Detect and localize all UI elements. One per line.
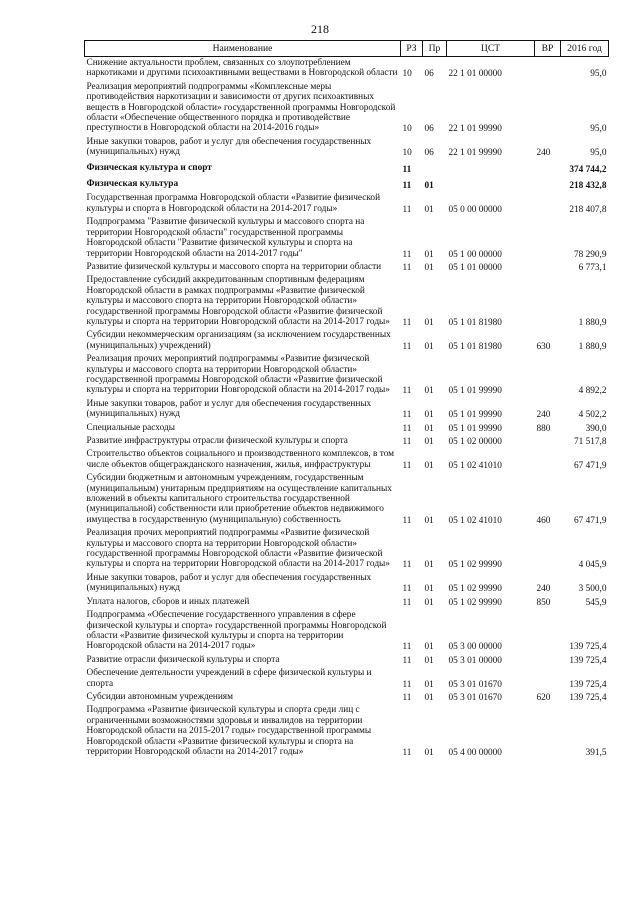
row-rz: 11 [402,460,412,471]
table-row [85,329,609,353]
row-cst: 05 3 00 00000 [448,642,502,653]
row-cst: 05 1 00 00000 [448,249,502,260]
row-name: Реализация прочих мероприятий подпрограммы «Развитие физической культуры и массового спорта на территории Новгородской области» государственной программы Новгородской области «Развитие физической культуры и спорта на территории Новгородской области на 2014-2017 годы» [86,354,390,396]
table-row [85,572,609,596]
table-row [85,654,609,667]
row-pr: 01 [424,341,434,352]
row-pr: 01 [424,181,434,192]
row-cst: 05 0 00 00000 [448,204,502,215]
row-amount: 374 744,2 [569,164,607,175]
row-amount: 6 773,1 [578,262,607,273]
table-row [85,192,609,216]
row-name: Подпрограмма "Развитие физической культуры и массового спорта на территории Новгородской области" государственной программы Новгородской области "Развитие физической культуры и спорта на территории Новгородской области на 2014-2017 годы" [86,217,365,259]
row-cst: 22 1 01 00000 [448,69,502,80]
row-rz: 11 [402,515,412,526]
row-amount: 67 471,9 [573,460,607,471]
row-pr: 01 [424,597,434,608]
row-pr: 01 [424,423,434,434]
row-cst: 05 1 02 99990 [448,560,502,571]
header-rz: РЗ [401,41,423,57]
row-rz: 11 [402,164,412,175]
row-name: Субсидии бюджетным и автономным учреждениям, государственным (муниципальным) унитарным предприятиям на осуществление капитальных вложений в объекты капитального строительства государственной (муниципальной) собственности или приобретение объектов недвижимого имущества в государственную (муниципальную) собственность [86,473,392,525]
row-rz: 11 [402,747,412,758]
row-rz: 11 [402,655,412,666]
row-amount: 4 045,9 [578,560,607,571]
row-rz: 11 [402,642,412,653]
row-cst: 22 1 01 99990 [448,124,502,135]
row-amount: 1 880,9 [578,341,607,352]
row-name: Реализация прочих мероприятий подпрограммы «Развитие физической культуры и массового спорта на территории Новгородской области» государственной программы Новгородской области «Развитие физической культуры и спорта на территории Новгородской области на 2014-2017 годы» [86,528,390,570]
row-rz: 11 [402,341,412,352]
table-row [85,160,609,176]
table-row [85,667,609,691]
row-pr: 01 [424,584,434,595]
row-cst: 05 1 01 81980 [448,341,502,352]
row-amount: 4 502,2 [578,410,607,421]
row-vr [535,216,561,261]
row-rz: 10 [402,124,412,135]
row-cst: 22 1 01 99990 [448,148,502,159]
row-amount: 95,0 [590,69,607,80]
table-row [85,435,609,448]
row-cst: 05 3 01 01670 [448,692,502,703]
row-vr [535,81,561,136]
table-row [85,691,609,704]
row-vr [535,160,561,176]
row-amount: 218 432,8 [569,181,607,192]
table-row [85,472,609,527]
row-rz: 11 [402,249,412,260]
header-name: Наименование [85,41,401,57]
row-vr: 850 [536,597,551,608]
row-cst: 05 1 02 41010 [448,515,502,526]
row-pr: 01 [424,692,434,703]
row-pr: 01 [424,317,434,328]
row-pr: 01 [424,410,434,421]
row-amount: 139 725,4 [569,679,607,690]
header-pr: Пр [423,41,447,57]
row-amount: 139 725,4 [569,692,607,703]
row-amount: 95,0 [590,124,607,135]
row-amount: 4 892,2 [578,386,607,397]
row-name: Физическая культура и спорт [86,162,212,173]
row-vr [535,704,561,759]
row-amount: 391,5 [585,747,607,758]
row-cst: 05 3 01 01670 [448,679,502,690]
row-amount: 95,0 [590,148,607,159]
table-row [85,398,609,422]
row-pr: 01 [424,386,434,397]
row-rz: 11 [402,410,412,421]
row-vr [535,192,561,216]
row-cst: 05 1 02 41010 [448,460,502,471]
row-rz: 11 [402,204,412,215]
row-cst: 05 1 01 99990 [448,410,502,421]
row-vr: 240 [536,148,551,159]
row-rz: 10 [402,69,412,80]
row-pr: 01 [424,560,434,571]
row-cst: 05 3 01 00000 [448,655,502,666]
table-row [85,176,609,192]
row-amount: 139 725,4 [569,655,607,666]
row-rz: 11 [402,437,412,447]
row-rz: 11 [402,584,412,595]
row-vr [535,435,561,448]
row-pr: 01 [424,460,434,471]
row-pr [423,160,447,176]
row-name: Обеспечение деятельности учреждений в сфере физической культуры и спорта [86,668,372,689]
row-rz: 11 [402,262,412,273]
row-vr: 630 [536,341,551,352]
row-rz: 10 [402,148,412,159]
budget-table [84,40,609,759]
row-pr: 01 [424,655,434,666]
table-row [85,274,609,329]
row-name: Реализация мероприятий подпрограммы «Комплексные меры противодействия наркотизации и зависимости от других психоактивных веществ в Новгородской области» государственной программы Новгородской области «Обеспечение общественного порядка и противодействие преступности в Новгородской области на 2014-2016 годы» [86,81,396,134]
table-row [85,448,609,472]
row-vr [535,353,561,398]
row-cst: 05 1 02 00000 [448,437,502,447]
row-cst: 05 1 01 00000 [448,262,502,273]
row-name: Иные закупки товаров, работ и услуг для обеспечения государственных (муниципальных) нужд [86,398,372,420]
row-pr: 01 [424,747,434,758]
row-name: Физическая культура [86,179,179,190]
row-name: Субсидии некоммерческим организациям (за исключением государственных (муниципальных) учреждений) [86,330,391,351]
header-year: 2016 год [561,41,609,57]
row-cst: 05 1 01 99990 [448,386,502,397]
row-vr [535,527,561,572]
row-name: Государственная программа Новгородской области «Развитие физической культуры и спорта в Новгородской области на 2014-2017 годы» [86,193,381,214]
row-pr: 01 [424,515,434,526]
table-row [85,57,609,81]
table-row [85,704,609,759]
row-name: Подпрограмма «Развитие физической культуры и спорта среди лиц с ограниченными возможностями здоровья и инвалидов на территории Новгородской области на 2015-2017 годы» государственной программы Новгородской области «Развитие физической культуры и спорта на территории Новгородской области на 2014-2017 годы» [86,705,372,757]
table-row [85,609,609,654]
row-name: Специальные расходы [86,422,175,433]
row-rz: 11 [402,692,412,703]
row-name: Снижение актуальности проблем, связанных со злоупотреблением наркотиками и другими психоактивными веществами в Новгородской области [86,58,398,79]
row-rz: 11 [402,181,412,192]
row-amount: 218 407,8 [569,204,607,215]
row-rz: 11 [402,423,412,434]
row-pr: 01 [424,642,434,653]
row-name: Развитие физической культуры и массового спорта на территории области [86,261,382,272]
row-vr [535,654,561,667]
row-name: Субсидии автономным учреждениям [86,691,233,702]
row-amount: 71 517,8 [573,437,607,447]
row-name: Строительство объектов социального и производственного комплексов, в том числе объектов общегражданского назначения, жилья, инфраструктуры [86,449,395,470]
row-rz: 11 [402,679,412,690]
row-rz: 11 [402,386,412,397]
table-row [85,136,609,160]
row-name: Уплата налогов, сборов и иных платежей [86,596,250,607]
row-amount: 390,0 [585,423,607,434]
row-name: Развитие отрасли физической культуры и спорта [86,654,280,665]
row-vr [535,176,561,192]
row-vr [535,667,561,691]
table-row [85,527,609,572]
row-name: Предоставление субсидий аккредитованным спортивным федерациям Новгородской области в рамках подпрограммы «Развитие физической культуры и массового спорта на территории Новгородской области» государственной программы Новгородской области «Развитие физической культуры и спорта на территории Новгородской области на 2014-2017 годы» [86,275,390,327]
row-cst: 05 1 01 99990 [448,423,502,434]
row-cst: 05 1 02 99990 [448,597,502,608]
row-amount: 3 500,0 [578,584,607,595]
table-row [85,422,609,435]
row-name: Развитие инфраструктуры отрасли физической культуры и спорта [86,436,348,446]
row-vr [535,274,561,329]
row-vr [535,609,561,654]
row-vr: 620 [536,692,551,703]
table-row [85,261,609,274]
row-cst [447,160,535,176]
header-cst: ЦСТ [447,41,535,57]
page-number: 218 [311,22,329,36]
row-pr: 01 [424,204,434,215]
row-vr [535,448,561,472]
row-vr: 460 [536,515,551,526]
row-name: Подпрограмма «Обеспечение государственного управления в сфере физической культуры и спорта» государственной программы Новгородской области «Развитие физической культуры и спорта на территории Новгородской области на 2014-2017 годы» [86,610,387,652]
table-row [85,596,609,609]
row-rz: 11 [402,560,412,571]
row-vr [535,261,561,274]
header-vr: ВР [535,41,561,57]
row-pr: 01 [424,249,434,260]
table-row [85,353,609,398]
row-vr: 240 [536,584,551,595]
row-vr: 880 [536,423,551,434]
table-row [85,216,609,261]
row-amount: 78 290,9 [573,249,607,260]
row-amount: 139 725,4 [569,642,607,653]
row-vr: 240 [536,410,551,421]
row-rz: 11 [402,317,412,328]
row-name: Иные закупки товаров, работ и услуг для обеспечения государственных (муниципальных) нужд [86,136,372,158]
row-pr: 01 [424,262,434,273]
row-cst [447,176,535,192]
row-pr: 06 [424,69,434,80]
table-header-row [85,41,609,57]
row-pr: 01 [424,679,434,690]
row-pr: 06 [424,148,434,159]
row-cst: 05 1 02 99990 [448,584,502,595]
row-amount: 545,9 [585,597,607,608]
row-amount: 1 880,9 [578,317,607,328]
row-amount: 67 471,9 [573,515,607,526]
row-cst: 05 4 00 00000 [448,747,502,758]
row-pr: 01 [424,437,434,447]
row-name: Иные закупки товаров, работ и услуг для обеспечения государственных (муниципальных) нужд [86,572,372,594]
row-vr [535,57,561,81]
row-cst: 05 1 01 81980 [448,317,502,328]
row-rz: 11 [402,597,412,608]
table-row [85,81,609,136]
row-pr: 06 [424,124,434,135]
